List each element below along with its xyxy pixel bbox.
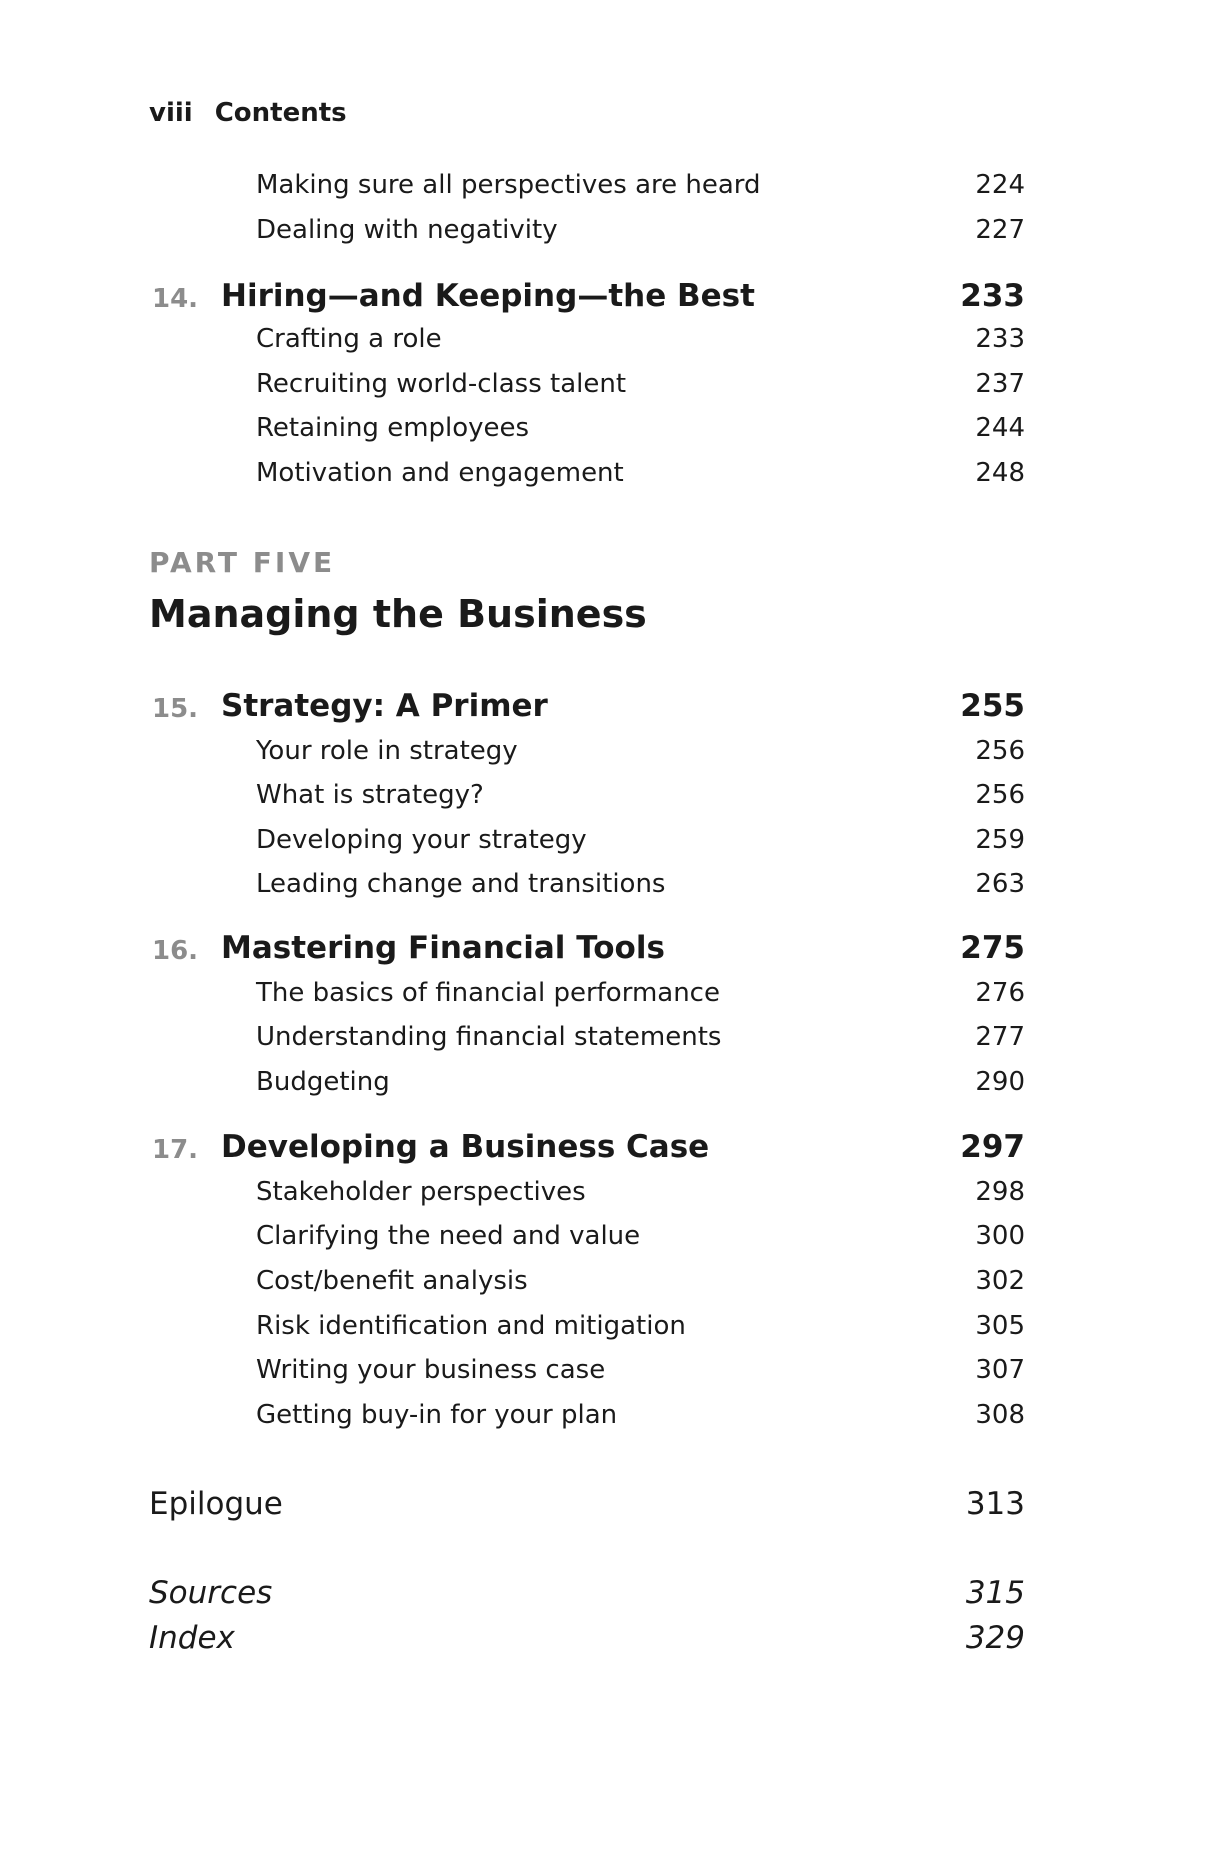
- toc-chapter-row[interactable]: [0, 1129, 1225, 1169]
- section-page: 307: [975, 1355, 1025, 1385]
- chapter-page: 275: [960, 930, 1025, 966]
- section-title: Your role in strategy: [256, 736, 518, 766]
- epilogue-page: 313: [965, 1486, 1025, 1522]
- toc-chapter-row[interactable]: [0, 278, 1225, 318]
- section-page: 290: [975, 1067, 1025, 1097]
- toc-section-row[interactable]: [0, 215, 1225, 249]
- toc-section-row[interactable]: [0, 1022, 1225, 1056]
- section-title: Cost/benefit analysis: [256, 1266, 528, 1296]
- toc-section-row[interactable]: [0, 1177, 1225, 1211]
- toc-section-row[interactable]: [0, 1355, 1225, 1389]
- section-page: 256: [975, 780, 1025, 810]
- section-page: 276: [975, 978, 1025, 1008]
- chapter-title: Mastering Financial Tools: [221, 930, 665, 966]
- section-title: Making sure all perspectives are heard: [256, 170, 761, 200]
- chapter-number: 16.: [152, 936, 199, 966]
- toc-section-row[interactable]: [0, 736, 1225, 770]
- section-page: 298: [975, 1177, 1025, 1207]
- chapter-title: Developing a Business Case: [221, 1129, 710, 1165]
- section-title: Stakeholder perspectives: [256, 1177, 586, 1207]
- toc-section-row[interactable]: [0, 369, 1225, 403]
- section-title: Getting buy-in for your plan: [256, 1400, 618, 1430]
- sources-title: Sources: [149, 1575, 273, 1611]
- section-page: 263: [975, 869, 1025, 899]
- section-title: Leading change and transitions: [256, 869, 666, 899]
- chapter-page: 255: [960, 688, 1025, 724]
- section-title: Budgeting: [256, 1067, 390, 1097]
- index-title: Index: [149, 1620, 235, 1656]
- toc-section-row[interactable]: [0, 458, 1225, 492]
- section-title: Writing your business case: [256, 1355, 606, 1385]
- section-page: 248: [975, 458, 1025, 488]
- section-title: Clarifying the need and value: [256, 1221, 641, 1251]
- toc-section-row[interactable]: [0, 978, 1225, 1012]
- toc-section-row[interactable]: [0, 825, 1225, 859]
- index-page: 329: [965, 1620, 1025, 1656]
- epilogue-title: Epilogue: [149, 1486, 283, 1522]
- sources-page: 315: [965, 1575, 1025, 1611]
- toc-section-row[interactable]: [0, 1067, 1225, 1101]
- toc-sources-row[interactable]: [0, 1575, 1225, 1615]
- section-page: 300: [975, 1221, 1025, 1251]
- section-page: 277: [975, 1022, 1025, 1052]
- section-page: 237: [975, 369, 1025, 399]
- toc-section-row[interactable]: [0, 780, 1225, 814]
- toc-section-row[interactable]: [0, 1221, 1225, 1255]
- toc-section-row[interactable]: [0, 869, 1225, 903]
- chapter-number: 17.: [152, 1135, 199, 1165]
- chapter-title: Strategy: A Primer: [221, 688, 548, 724]
- section-title: Risk identification and mitigation: [256, 1311, 686, 1341]
- section-title: Dealing with negativity: [256, 215, 558, 245]
- section-page: 256: [975, 736, 1025, 766]
- section-title: Motivation and engagement: [256, 458, 624, 488]
- section-title: Crafting a role: [256, 324, 442, 354]
- section-title: What is strategy?: [256, 780, 484, 810]
- running-head-title: Contents: [214, 98, 347, 128]
- chapter-number: 14.: [152, 284, 199, 314]
- section-page: 305: [975, 1311, 1025, 1341]
- section-page: 302: [975, 1266, 1025, 1296]
- section-page: 227: [975, 215, 1025, 245]
- section-title: Developing your strategy: [256, 825, 587, 855]
- toc-epilogue-row[interactable]: [0, 1486, 1225, 1526]
- toc-section-row[interactable]: [0, 324, 1225, 358]
- section-title: Understanding financial statements: [256, 1022, 722, 1052]
- section-title: Recruiting world-class talent: [256, 369, 627, 399]
- section-page: 233: [975, 324, 1025, 354]
- chapter-page: 297: [960, 1129, 1025, 1165]
- section-page: 224: [975, 170, 1025, 200]
- chapter-page: 233: [960, 278, 1025, 314]
- section-title: Retaining employees: [256, 413, 530, 443]
- toc-section-row[interactable]: [0, 1311, 1225, 1345]
- section-page: 308: [975, 1400, 1025, 1430]
- part-title[interactable]: Managing the Business: [149, 592, 647, 636]
- toc-section-row[interactable]: [0, 413, 1225, 447]
- toc-section-row[interactable]: [0, 1266, 1225, 1300]
- section-page: 259: [975, 825, 1025, 855]
- running-head: [149, 98, 347, 128]
- section-page: 244: [975, 413, 1025, 443]
- toc-index-row[interactable]: [0, 1620, 1225, 1660]
- page-folio: viii: [149, 98, 193, 128]
- toc-chapter-row[interactable]: [0, 930, 1225, 970]
- section-title: The basics of financial performance: [256, 978, 720, 1008]
- toc-section-row[interactable]: [0, 170, 1225, 204]
- chapter-number: 15.: [152, 694, 199, 724]
- part-label: PART FIVE: [149, 546, 336, 579]
- chapter-title: Hiring—and Keeping—the Best: [221, 278, 755, 314]
- toc-chapter-row[interactable]: [0, 688, 1225, 728]
- toc-section-row[interactable]: [0, 1400, 1225, 1434]
